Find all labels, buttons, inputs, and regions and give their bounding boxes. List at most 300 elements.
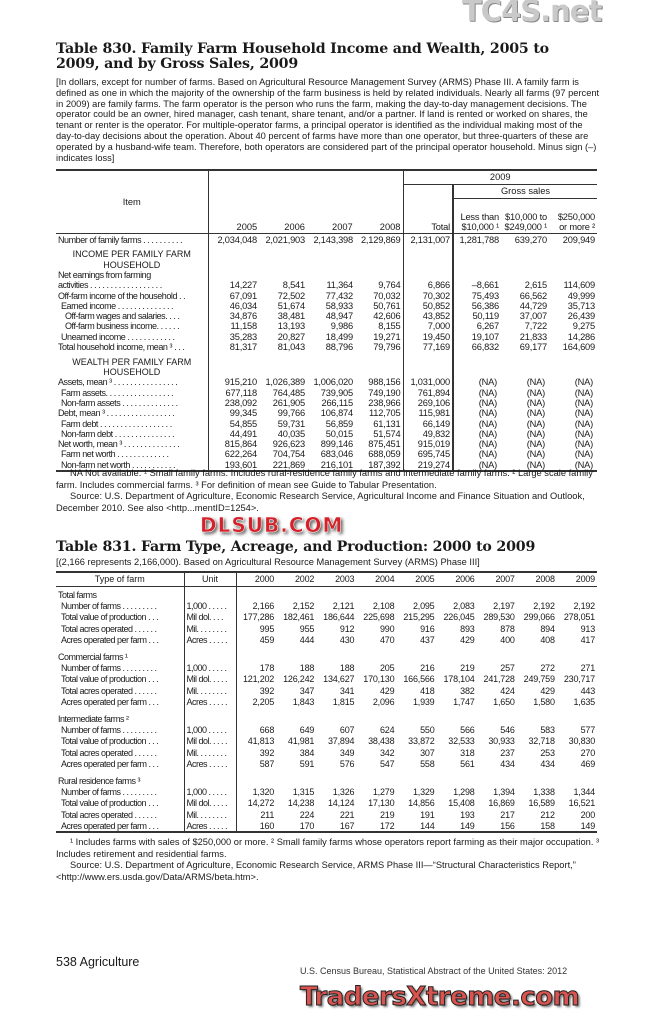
header-years [208, 170, 403, 233]
cell: 17,130 [368, 798, 395, 809]
table-row [56, 332, 597, 342]
table-row [56, 662, 597, 674]
row-label: Debt, mean ³ . . . . . . . . . . . . . . . . . [58, 408, 175, 419]
cell: 1,298 [453, 786, 475, 797]
group-row [56, 770, 597, 786]
cell [549, 352, 597, 377]
cell: 2,615 [524, 280, 547, 291]
column-header: 2009 [557, 572, 597, 586]
cell: (NA) [526, 459, 545, 470]
cell: 257 [500, 662, 515, 673]
table-row [56, 291, 597, 301]
cell: (NA) [526, 449, 545, 460]
cell [396, 770, 436, 786]
cell: (NA) [526, 408, 545, 419]
table-row [56, 419, 597, 429]
row-label: Total value of production . . . [61, 798, 159, 809]
cell: 894 [540, 623, 555, 634]
header-2009: 2009 [403, 170, 597, 184]
cell: 550 [420, 724, 435, 735]
header-gross-sales: Gross sales [453, 184, 597, 198]
cell: 622,264 [208, 449, 259, 459]
row-label: Total household income, mean ³ . . . [58, 342, 185, 353]
cell: 278,051 [563, 612, 595, 623]
watermark-middle: DLSUB.COM [200, 513, 344, 537]
cell [236, 708, 276, 724]
cell: 995 [236, 623, 276, 635]
cell [276, 708, 316, 724]
cell: 307 [420, 747, 435, 758]
cell: 583 [540, 724, 555, 735]
cell: 266,115 [321, 397, 353, 408]
table-row [56, 321, 597, 331]
cell: (NA) [453, 388, 501, 398]
unit: 1,000 . . . . . [184, 724, 236, 736]
cell: 188 [339, 662, 355, 673]
row-label: Acres operated per farm . . . [61, 820, 159, 831]
cell [184, 770, 236, 786]
row-label: Total acres operated . . . . . . [61, 623, 157, 634]
cell: 56,386 [453, 301, 501, 311]
table-831-footnotes [56, 837, 601, 883]
cell [316, 586, 356, 600]
cell: 561 [460, 759, 475, 770]
row-label: Unearned income . . . . . . . . . . . . [61, 331, 175, 342]
row-label: Number of farms . . . . . . . . . [61, 724, 157, 735]
cell: 51,574 [373, 428, 401, 439]
watermark-top: TC4S.net [462, 0, 602, 28]
cell: 99,766 [277, 408, 305, 419]
cell: 11,364 [326, 280, 353, 291]
cell: 7,000 [403, 321, 453, 331]
cell [557, 770, 597, 786]
cell [184, 708, 236, 724]
cell: 9,275 [572, 321, 595, 332]
cell: 1,026,389 [265, 377, 305, 388]
cell: 2,166 [236, 600, 276, 612]
table-row [56, 736, 597, 748]
cell [403, 352, 453, 377]
cell: 66,149 [403, 419, 453, 429]
row-label: Acres operated per farm . . . [61, 759, 159, 770]
cell: 469 [580, 759, 595, 770]
cell: 988,156 [368, 377, 401, 388]
table-row [56, 685, 597, 697]
cell: 219 [460, 662, 475, 673]
cell: 114,609 [563, 280, 595, 291]
cell: 1,650 [493, 697, 515, 708]
cell [437, 646, 477, 662]
cell: 9,986 [330, 321, 353, 332]
group-label: Intermediate farms ² [58, 713, 129, 724]
group-row [56, 708, 597, 724]
cell: 167 [339, 820, 355, 831]
section-heading: WEALTH PER FAMILY FARM HOUSEHOLD [72, 356, 192, 378]
cell: 1,315 [292, 786, 315, 797]
cell: 459 [236, 635, 276, 647]
cell: 14,124 [327, 798, 355, 809]
source-text: Source: U.S. Department of Agriculture, Economic Research Service, ARMS Phase III—“Structural Characteristics Report,” <http://www.ers.usda.gov/Data/ARMS/beta.htm>. [56, 860, 576, 882]
cell: 41,981 [287, 736, 315, 747]
cell: 225,698 [363, 612, 395, 623]
cell: 749,190 [368, 387, 401, 398]
cell: 42,606 [373, 311, 401, 322]
cell: 761,894 [403, 388, 453, 398]
cell: 912 [339, 623, 355, 634]
cell: 49,832 [403, 429, 453, 439]
table-row [56, 301, 597, 311]
cell: 2,192 [533, 600, 555, 611]
group-label: Total farms [58, 589, 97, 600]
header-2007: 2007 [332, 222, 353, 233]
cell: 318 [460, 747, 475, 758]
cell: 913 [580, 623, 595, 634]
cell: 547 [379, 759, 395, 770]
table-row [56, 449, 597, 459]
cell: 915,019 [403, 439, 453, 449]
cell [236, 646, 276, 662]
cell [307, 270, 355, 280]
cell: 1,344 [573, 786, 595, 797]
cell: (NA) [453, 429, 501, 439]
row-label: Total value of production . . . [61, 736, 159, 747]
cell [316, 770, 356, 786]
cell: 546 [500, 724, 515, 735]
cell: 2,205 [236, 697, 276, 709]
cell: 2,143,398 [313, 234, 353, 245]
cell [355, 270, 403, 280]
cell: 893 [460, 623, 475, 634]
row-label: Number of farms . . . . . . . . . [61, 662, 157, 673]
row-label: activities . . . . . . . . . . . . . . . . . . [58, 280, 162, 291]
cell: 18,499 [325, 331, 353, 342]
cell [557, 708, 597, 724]
cell: 1,279 [372, 786, 395, 797]
cell: (NA) [453, 460, 501, 471]
cell: 271 [580, 662, 595, 673]
table-row [56, 674, 597, 686]
cell: 58,933 [325, 300, 353, 311]
cell: 209,949 [562, 234, 595, 245]
header-2008: 2008 [379, 222, 401, 233]
cell: 224 [299, 809, 315, 820]
cell [184, 586, 236, 600]
cell: 115,981 [403, 408, 453, 418]
unit: Acres . . . . . [184, 697, 236, 709]
cell: 11,158 [208, 321, 259, 331]
table-row [56, 233, 597, 245]
cell [403, 245, 453, 270]
table-row [56, 635, 597, 647]
cell: 21,833 [519, 331, 547, 342]
cell: 69,177 [519, 342, 547, 353]
table-830-headnote: [In dollars, except for number of farms. Based on Agricultural Resource Management Survey (ARMS) Phase III. A family farm is defined as one in which the majority of the ownership of the farm business is held by related individuals. Nearly all farms (97 percent in 2009) are family farms. The farm operator is the person who runs the farm, making the day-to-day management decisions. The operator could be an owner, hired manager, cash tenant, share tenant, and/or a partner. If land is rented or worked on shares, the tenant or renter is the operator. For multiple-operator farms, a principal operator is identified as the individual making most of the day-to-day decisions about the operation. About 40 percent of farms have more than one operator, but three-quarters of these are operated by a husband-wife team. Therefore, both operators are considered part of the principal operator household. Minus sign (–) indicates loss] [56, 77, 600, 163]
cell: 44,729 [519, 300, 547, 311]
cell: 1,326 [332, 786, 355, 797]
cell [396, 586, 436, 600]
cell: 238,092 [208, 398, 259, 408]
cell [276, 646, 316, 662]
cell: 341 [339, 685, 355, 696]
table-row [56, 408, 597, 418]
cell: 81,043 [277, 342, 305, 353]
row-label: Net earnings from farming [58, 270, 151, 280]
cell [501, 270, 549, 280]
cell: 342 [379, 747, 395, 758]
cell [208, 245, 259, 270]
cell [356, 646, 396, 662]
cell: 8,541 [282, 280, 305, 291]
cell [236, 770, 276, 786]
cell [355, 245, 403, 270]
cell [437, 708, 477, 724]
cell: 14,227 [208, 280, 259, 290]
unit: Mil. . . . . . . . [184, 623, 236, 635]
cell: 26,439 [567, 311, 595, 322]
table-831-title: Table 831. Farm Type, Acreage, and Production: 2000 to 2009 [56, 539, 536, 555]
watermark-bottom: TradersXtreme.com [300, 982, 580, 1012]
cell [517, 770, 557, 786]
cell: 20,827 [277, 331, 305, 342]
header-2005: 2005 [236, 222, 258, 233]
cell: 66,562 [519, 290, 547, 301]
row-label: Off-farm income of the household . . [58, 290, 186, 301]
row-label: Total value of production . . . [61, 612, 159, 623]
cell: 1,338 [533, 786, 555, 797]
table-831-headnote: [(2,166 represents 2,166,000). Based on Agricultural Resource Management Survey (ARMS) Phase III] [56, 557, 480, 567]
table-row [56, 786, 597, 798]
cell: 558 [420, 759, 435, 770]
cell: 955 [299, 623, 315, 634]
cell [355, 352, 403, 377]
cell: 2,096 [372, 697, 395, 708]
cell: 99,345 [208, 408, 259, 418]
table-row [56, 623, 597, 635]
cell [549, 245, 597, 270]
table-row [56, 724, 597, 736]
cell: (NA) [453, 439, 501, 449]
cell [276, 770, 316, 786]
cell: 170 [299, 820, 315, 831]
cell: (NA) [453, 449, 501, 459]
cell: 14,272 [236, 798, 276, 810]
cell: 587 [236, 759, 276, 771]
cell: 19,271 [373, 331, 401, 342]
cell: 591 [299, 759, 315, 770]
cell: 226,045 [443, 612, 475, 623]
row-label: Non-farm assets . . . . . . . . . . . . . . [61, 397, 178, 408]
cell: (NA) [526, 439, 545, 450]
cell [208, 270, 259, 280]
cell: 2,192 [573, 600, 595, 611]
header-2006: 2006 [284, 222, 305, 233]
cell [403, 270, 453, 280]
table-row [56, 821, 597, 833]
unit: 1,000 . . . . . [184, 786, 236, 798]
cell: 443 [580, 685, 595, 696]
cell [184, 646, 236, 662]
unit: Acres . . . . . [184, 635, 236, 647]
cell: 144 [420, 820, 435, 831]
cell: 695,745 [403, 449, 453, 459]
table-row [56, 342, 597, 352]
cell: 688,059 [368, 449, 401, 460]
row-label: Off-farm business income. . . . . . [65, 321, 180, 332]
cell [549, 270, 597, 280]
cell: 30,830 [568, 736, 595, 747]
cell: 418 [420, 685, 435, 696]
cell: 2,121 [332, 600, 355, 611]
cell: 649 [299, 724, 315, 735]
cell: 70,032 [373, 290, 401, 301]
cell: 205 [379, 662, 395, 673]
column-header: 2003 [316, 572, 356, 586]
cell: 221,869 [272, 459, 305, 470]
cell: (NA) [574, 408, 593, 419]
cell: 216,101 [320, 459, 353, 470]
cell [517, 708, 557, 724]
cell [477, 708, 517, 724]
table-row [56, 759, 597, 771]
cell: 211 [236, 809, 276, 821]
cell: 878 [500, 623, 515, 634]
cell: 577 [580, 724, 595, 735]
cell: (NA) [453, 419, 501, 429]
section-heading: INCOME PER FAMILY FARM HOUSEHOLD [72, 249, 191, 270]
cell: 70,302 [403, 291, 453, 301]
cell: 182,461 [283, 612, 315, 623]
unit: Mil. . . . . . . . [184, 809, 236, 821]
cell: 2,152 [292, 600, 315, 611]
cell: 915,210 [208, 377, 259, 387]
cell: 230,717 [563, 674, 595, 685]
group-label: Rural residence farms ³ [58, 775, 141, 786]
cell: 429 [460, 635, 475, 646]
cell: 34,876 [208, 311, 259, 321]
row-label: Earned income . . . . . . . . . . . . . . [61, 300, 174, 311]
cell: 392 [236, 685, 276, 697]
column-header: 2007 [477, 572, 517, 586]
cell: 51,674 [277, 300, 305, 311]
cell [259, 270, 307, 280]
cell: 347 [299, 685, 315, 696]
cell: 704,754 [272, 449, 305, 460]
cell: 1,635 [573, 697, 595, 708]
cell: 1,329 [412, 786, 435, 797]
column-header: 2004 [356, 572, 396, 586]
table-row [56, 809, 597, 821]
cell: (NA) [526, 397, 545, 408]
cell: 430 [339, 635, 355, 646]
cell: 434 [500, 759, 515, 770]
unit: Acres . . . . . [184, 821, 236, 833]
row-label: Total acres operated . . . . . . [61, 809, 157, 820]
cell: 61,131 [373, 418, 401, 429]
cell [437, 586, 477, 600]
cell: 916 [420, 623, 435, 634]
cell: 38,481 [277, 311, 305, 322]
table-row [56, 280, 597, 290]
column-header: Type of farm [56, 572, 184, 586]
cell [316, 646, 356, 662]
cell: 160 [236, 821, 276, 833]
cell: 668 [236, 724, 276, 736]
cell: 444 [299, 635, 315, 646]
cell: 19,107 [453, 332, 501, 342]
column-header: 2000 [236, 572, 276, 586]
column-header: 2005 [396, 572, 436, 586]
column-header: 2002 [276, 572, 316, 586]
row-label: Total acres operated . . . . . . [61, 747, 157, 758]
row-label: Acres operated per farm . . . [61, 697, 159, 708]
cell: 50,119 [453, 311, 501, 321]
cell: 899,146 [320, 439, 353, 450]
table-row [56, 429, 597, 439]
row-label: Number of family farms . . . . . . . . . . [58, 234, 183, 245]
cell: 289,530 [483, 612, 515, 623]
cell: 1,281,788 [453, 233, 501, 245]
cell: 238,966 [368, 397, 401, 408]
cell: 35,713 [567, 300, 595, 311]
section-row [56, 352, 597, 377]
cell [517, 646, 557, 662]
cell: 16,869 [488, 798, 515, 809]
cell: 607 [339, 724, 355, 735]
cell: 16,589 [528, 798, 555, 809]
unit: Mil dol. . . . . [184, 798, 236, 810]
cell: 14,238 [287, 798, 315, 809]
cell: –8,661 [453, 280, 501, 290]
cell: 77,432 [325, 290, 353, 301]
cell: 1,815 [332, 697, 355, 708]
row-label: Farm net worth . . . . . . . . . . . . . [61, 449, 169, 460]
row-label: Total acres operated . . . . . . [61, 685, 157, 696]
table-831 [56, 571, 597, 833]
table-row [56, 439, 597, 449]
cell [396, 646, 436, 662]
cell [477, 770, 517, 786]
cell: 215,295 [403, 612, 435, 623]
cell [356, 708, 396, 724]
cell: 216 [420, 662, 435, 673]
table-row [56, 697, 597, 709]
footnotes-text: NA Not available. ¹ Small family farms. Includes rural-residence family farms and intermediate family farms. ² Large scale family farm. Includes commercial farms. ³ For definition of mean see Guide to Tabular Presentation. [56, 468, 593, 490]
cell: 188 [299, 662, 315, 673]
section-row [56, 245, 597, 270]
cell: 38,438 [368, 736, 395, 747]
unit: Mil. . . . . . . . [184, 747, 236, 759]
cell: (NA) [453, 377, 501, 387]
cell: 178,104 [443, 674, 475, 685]
cell: 2,108 [372, 600, 395, 611]
cell: 13,193 [277, 321, 305, 332]
cell: 59,731 [277, 418, 305, 429]
row-label: Off-farm wages and salaries. . . . [65, 311, 180, 322]
cell: 219,274 [403, 460, 453, 471]
unit: Mil dol. . . . . [184, 736, 236, 748]
cell: (NA) [526, 377, 545, 388]
unit: 1,000 . . . . . [184, 662, 236, 674]
cell: 8,155 [378, 321, 401, 332]
cell: 249,759 [523, 674, 555, 685]
cell: 219 [379, 809, 395, 820]
cell: 400 [500, 635, 515, 646]
cell: 158 [540, 820, 555, 831]
cell: 253 [540, 747, 555, 758]
cell: 121,202 [236, 674, 276, 686]
cell: 429 [540, 685, 555, 696]
cell: (NA) [526, 428, 545, 439]
